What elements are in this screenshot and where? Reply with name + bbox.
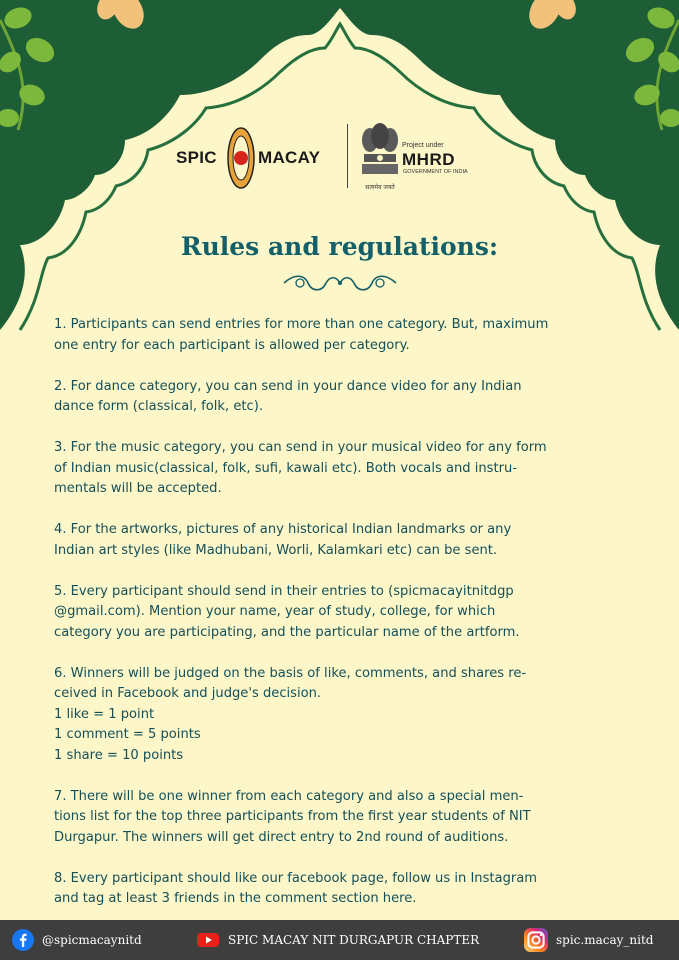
facebook-link[interactable] (12, 920, 142, 960)
rule-text-line: 1 like = 1 point (54, 706, 155, 722)
instagram-handle: spic.macay_nitd (556, 933, 654, 947)
instagram-link[interactable] (524, 920, 653, 960)
macay-logo-text: MACAY (258, 148, 321, 167)
rules-list (54, 315, 634, 930)
rule-item (54, 787, 634, 849)
rule-item (54, 315, 634, 356)
mhrd-government-text: GOVERNMENT OF INDIA (403, 169, 468, 175)
rule-text-line: one entry for each participant is allowed per category. (54, 337, 410, 353)
ornament-flourish-icon (280, 272, 400, 294)
rule-item (54, 520, 634, 561)
rule-text-line: 1 comment = 5 points (54, 727, 201, 742)
youtube-channel: SPIC MACAY NIT DURGAPUR CHAPTER (228, 933, 480, 947)
rule-text-line: @gmail.com). Mention your name, year of study, college, for which (54, 604, 496, 619)
rule-text-line: Indian art styles (like Madhubani, Worli, Kalamkari etc) can be sent. (54, 542, 498, 558)
youtube-icon (196, 929, 220, 951)
rule-item (54, 377, 634, 418)
rule-item (54, 438, 634, 500)
spic-logo-text: SPIC (176, 148, 217, 167)
page-title: Rules and regulations: (180, 232, 499, 261)
rule-text-line: of Indian music(classical, folk, sufi, kawali etc). Both vocals and instru- (54, 460, 518, 476)
rule-text-line: 4. For the artworks, pictures of any historical Indian landmarks or any (54, 522, 512, 537)
rule-text-line: dance form (classical, folk, etc). (54, 399, 264, 414)
rule-text-line: 7. There will be one winner from each category and also a special men- (54, 788, 524, 804)
footer-bar (0, 920, 679, 960)
rule-text-line: 5. Every participant should send in their entries to (spicmacayitnitdgp (54, 583, 514, 599)
rule-text-line: mentals will be accepted. (54, 481, 222, 496)
logo-divider (347, 124, 348, 188)
rule-text-line: category you are participating, and the particular name of the artform. (54, 624, 520, 640)
rule-text-line: 1. Participants can send entries for more than one category. But, maximum (54, 317, 549, 332)
rule-text-line: Durgapur. The winners will get direct entry to 2nd round of auditions. (54, 829, 509, 845)
facebook-icon (12, 929, 34, 951)
ashoka-emblem-icon (358, 120, 402, 186)
rule-text-line: 1 share = 10 points (54, 747, 184, 763)
rule-text-line: tions list for the top three participants from the first year students of NIT (54, 809, 531, 824)
rule-item (54, 664, 634, 767)
rule-text-line: 8. Every participant should like our facebook page, follow us in Instagram (54, 870, 538, 886)
rule-item (54, 582, 634, 644)
rule-text-line: 2. For dance category, you can send in your dance video for any Indian (54, 378, 522, 394)
rule-text-line: 3. For the music category, you can send in your musical video for any form (54, 440, 547, 455)
facebook-handle: @spicmacaynitd (42, 933, 142, 947)
rule-text-line: 6. Winners will be judged on the basis of like, comments, and shares re- (54, 665, 527, 681)
rule-text-line: and tag at least 3 friends in the comment section here. (54, 891, 417, 906)
instagram-icon (524, 928, 548, 952)
rule-item (54, 869, 634, 910)
emblem-caption: सत्यमेव जयते (365, 184, 395, 191)
mhrd-project-under: Project under (402, 142, 444, 149)
spic-macay-emblem-icon (226, 126, 256, 190)
logo-bar (0, 120, 679, 200)
youtube-link[interactable] (196, 920, 479, 960)
rule-text-line: ceived in Facebook and judge's decision. (54, 686, 322, 701)
mhrd-logo-text: MHRD (402, 150, 455, 169)
